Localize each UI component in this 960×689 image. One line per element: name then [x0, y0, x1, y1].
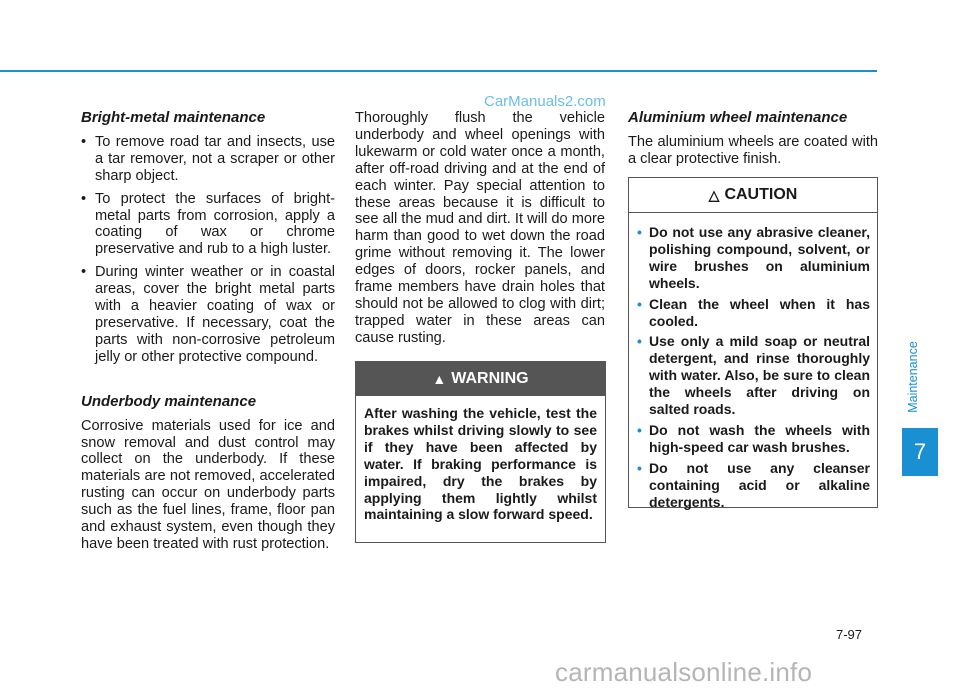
column-right	[628, 110, 878, 168]
aluminium-paragraph: The aluminium wheels are coated with a clear protective finish.	[628, 133, 878, 167]
caution-box	[628, 177, 878, 508]
caution-item: • Do not use any cleanser containing acid or alkaline detergents.	[637, 460, 870, 511]
caution-item: • Do not wash the wheels with high-speed car wash brushes.	[637, 422, 870, 456]
caution-item: • Clean the wheel when it has cooled.	[637, 296, 870, 330]
watermark-bottom[interactable]: carmanualsonline.info	[555, 657, 813, 687]
column-left	[81, 110, 335, 553]
page-number: 7-97	[836, 627, 863, 642]
section-label-text: Maintenance	[906, 341, 920, 413]
warning-box	[355, 361, 606, 543]
bright-metal-list	[81, 134, 335, 366]
caution-triangle-icon: △	[708, 186, 720, 203]
heading-underbody: Underbody maintenance	[81, 392, 257, 410]
caution-title: CAUTION	[724, 186, 798, 203]
warning-header	[356, 362, 605, 396]
caution-list	[629, 213, 877, 511]
caution-item: • Do not use any abrasive cleaner, polishing compound, solvent, or wire brushes on aluminium wheels.	[637, 224, 870, 292]
heading-aluminium: Aluminium wheel maintenance	[628, 109, 848, 126]
header-rule	[0, 70, 877, 72]
caution-item: • Use only a mild soap or neutral detergent, and rinse thoroughly with water. Also, be sure to clean the wheels after driving on salted roads.	[637, 333, 870, 418]
section-side-label	[904, 332, 922, 422]
warning-triangle-icon: ▲	[432, 371, 447, 387]
warning-title: WARNING	[451, 370, 529, 387]
heading-bright-metal: Bright-metal maintenance	[81, 109, 266, 126]
chapter-tab: 7	[902, 428, 938, 476]
warning-text: After washing the vehicle, test the brakes whilst driving slowly to see if they have been affected by water. If braking performance is impaired, dry the brakes by applying them lightly whilst maintaining a slow forward speed.	[364, 405, 597, 523]
flush-paragraph: Thoroughly flush the vehicle underbody and wheel openings with lukewarm or cold water once a month, after off-road driving and at the end of each winter. Pay special attention to these areas because it is difficult to see all the mud and dirt. It will do more harm than good to wet down the road grime without removing it. The lower edges of doors, rocker panels, and frame members have drain holes that should not be allowed to clog with dirt; trapped water in these areas can cause rusting.	[355, 110, 605, 346]
underbody-paragraph: Corrosive materials used for ice and snow removal and dust control may collect on the underbody. If these materials are not removed, accelerated rusting can occur on underbody parts such as the fuel lines, frame, floor pan and exhaust system, even though they have been treated with rust protection.	[81, 417, 335, 552]
list-item: • To protect the surfaces of bright-metal parts from corrosion, apply a coating of wax or chrome preservative and rub to a high luster.	[81, 191, 335, 259]
column-middle	[355, 110, 605, 347]
list-item: • To remove road tar and insects, use a tar remover, not a scraper or other sharp object.	[81, 134, 335, 185]
watermark-top[interactable]: CarManuals2.com	[484, 93, 606, 110]
caution-header	[629, 178, 877, 213]
list-item: • During winter weather or in coastal areas, cover the bright metal parts with a heavier coating of wax or preservative. If necessary, coat the parts with non-corrosive petroleum jelly or other protective compound.	[81, 264, 335, 365]
